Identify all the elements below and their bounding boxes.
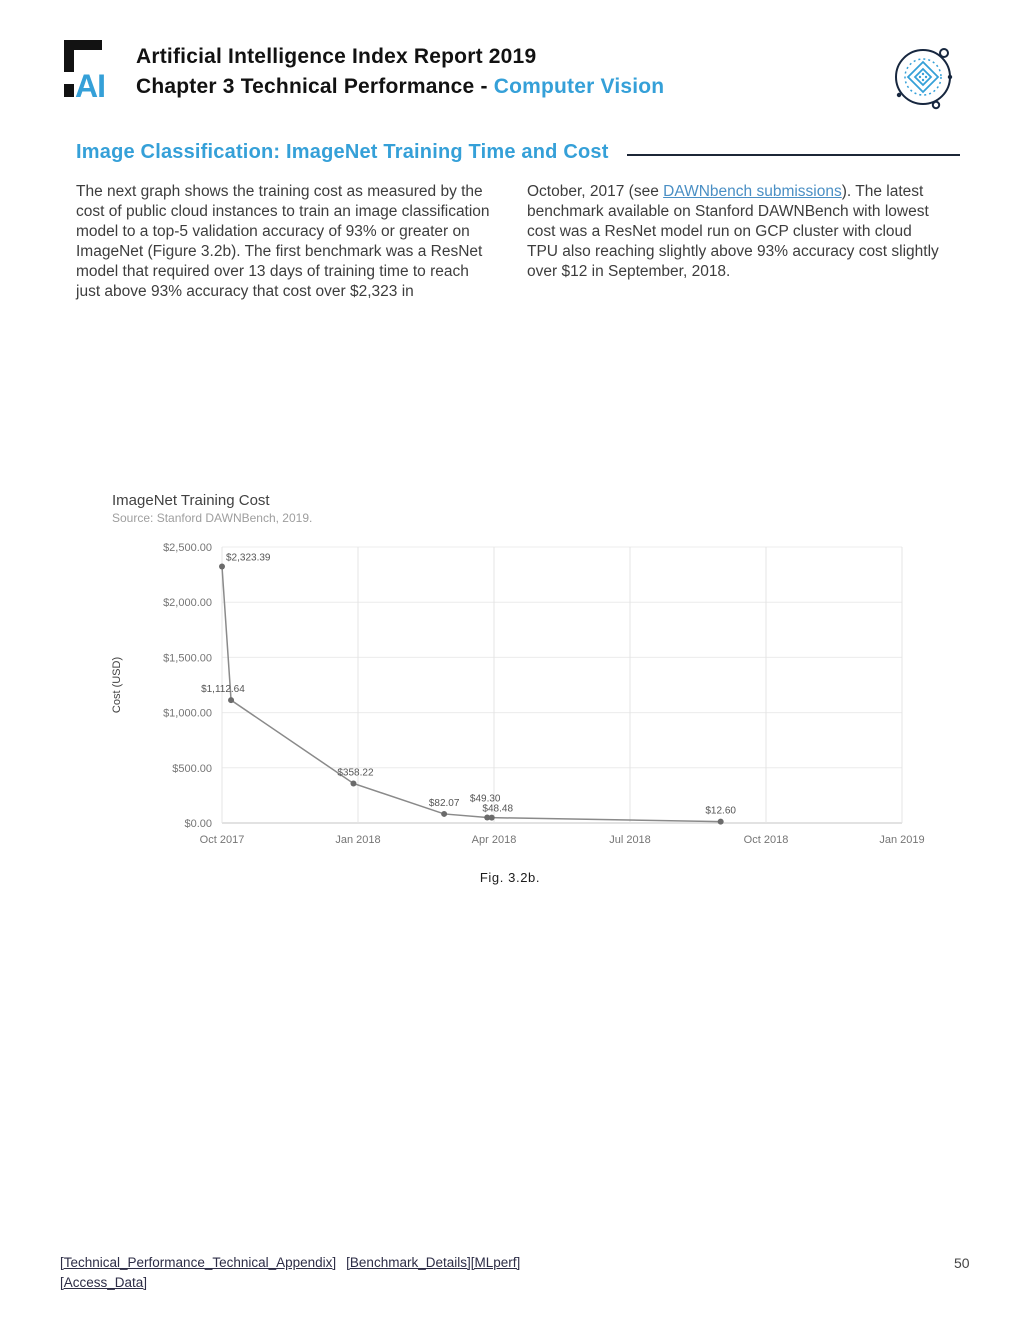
body-text (76, 182, 944, 302)
header (60, 38, 664, 102)
footer (60, 1253, 920, 1293)
data-point-label: $358.22 (337, 767, 374, 779)
y-tick-label: $500.00 (172, 762, 212, 775)
x-tick-label: Jan 2019 (879, 834, 925, 846)
data-point (350, 780, 356, 786)
chapter-subtitle-prefix: Chapter 3 Technical Performance - (136, 75, 494, 98)
section-heading-row (76, 141, 960, 164)
body-right-column (527, 182, 944, 302)
footer-line-1 (60, 1253, 920, 1273)
data-point-label: $2,323.39 (226, 552, 271, 564)
x-tick-label: Apr 2018 (471, 834, 517, 846)
cost-series-line (222, 566, 721, 821)
x-tick-label: Jul 2018 (609, 834, 651, 846)
cost-chart-svg (110, 531, 966, 865)
y-tick-label: $1,500.00 (163, 652, 212, 665)
data-point-label: $48.48 (482, 803, 514, 815)
body-right-pre-link: October, 2017 (see (527, 183, 664, 200)
chart-title: ImageNet Training Cost (112, 492, 270, 509)
data-point (228, 697, 234, 703)
footer-line-2 (60, 1273, 920, 1293)
y-tick-label: $1,000.00 (163, 707, 212, 720)
x-tick-label: Oct 2017 (199, 834, 245, 846)
data-point-label: $1,112.64 (201, 684, 245, 696)
imagenet-training-cost-chart (110, 492, 966, 870)
logo-text: AI (75, 68, 105, 100)
data-point-label: $12.60 (705, 805, 736, 817)
orbit-icon (886, 40, 960, 114)
header-titles (136, 38, 664, 102)
data-point (219, 563, 225, 569)
y-tick-label: $2,000.00 (163, 597, 212, 610)
y-axis-title: Cost (USD) (111, 656, 123, 714)
data-point-label: $49.30 (469, 793, 501, 805)
data-point (489, 815, 495, 821)
y-tick-label: $0.00 (184, 818, 212, 830)
heading-rule (627, 154, 960, 156)
body-right-post-link: ). The latest benchmark available on Stanford DAWNBench with lowest cost was a ResNet model run on GCP cluster with cloud TPU also reaching slightly above 93% accuracy cost slightly over $12 in September, 2018. (527, 183, 939, 280)
dawnbench-submissions-link[interactable]: DAWNbench submissions (663, 183, 842, 200)
page-number: 50 (954, 1255, 970, 1271)
chart-source: Source: Stanford DAWNBench, 2019. (112, 511, 313, 525)
section-heading: Image Classification: ImageNet Training Time and Cost (76, 141, 609, 163)
chapter-topic-highlight: Computer Vision (493, 75, 665, 98)
y-tick-label: $2,500.00 (163, 542, 212, 554)
footer-link-benchmark-details[interactable]: [Benchmark_Details] (346, 1255, 471, 1270)
body-left-column: The next graph shows the training cost as measured by the cost of public cloud instances to train an image classification model to a top-5 validation accuracy of 93% or greater on ImageNet (Figure 3.2b). The first benchmark was a ResNet model that required over 13 days of training time to reach just above 93% accuracy that cost over $2,323 in (76, 183, 490, 300)
footer-link-mlperf[interactable]: [MLperf] (470, 1255, 521, 1270)
data-point-label: $82.07 (428, 797, 460, 809)
report-title: Artificial Intelligence Index Report 2019 (136, 45, 537, 68)
footer-link-access-data[interactable]: [Access_Data] (60, 1275, 148, 1290)
footer-link-technical-appendix[interactable]: [Technical_Performance_Technical_Appendix] (60, 1255, 337, 1270)
x-tick-label: Jan 2018 (335, 834, 381, 846)
ai-index-logo-icon (60, 38, 114, 100)
x-tick-label: Oct 2018 (743, 834, 789, 846)
chapter-subtitle (136, 72, 664, 102)
data-point (441, 811, 447, 817)
data-point (718, 819, 724, 825)
figure-caption: Fig. 3.2b. (479, 870, 541, 885)
